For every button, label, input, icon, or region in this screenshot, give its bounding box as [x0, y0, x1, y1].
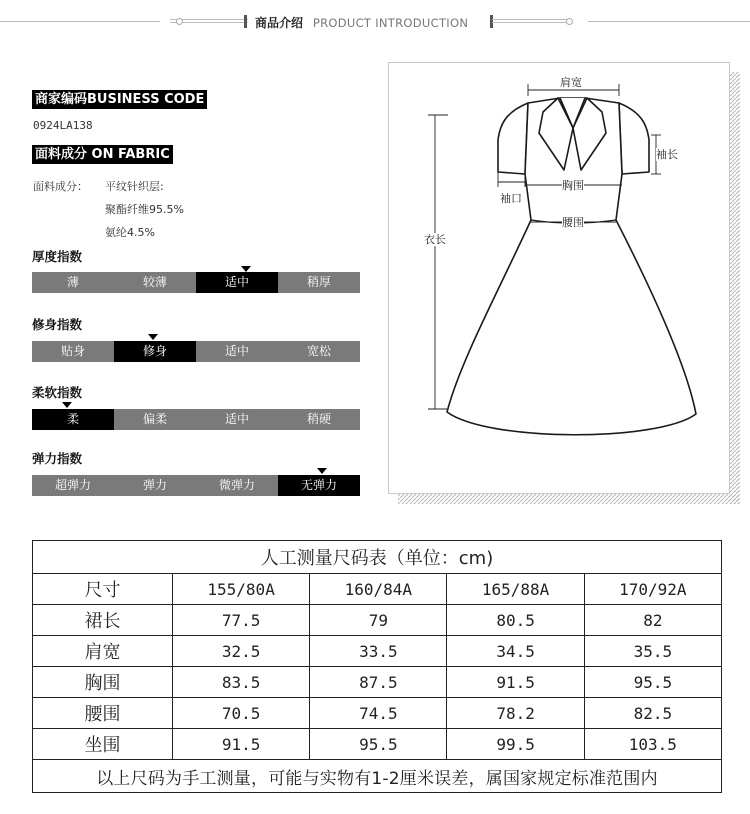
section-title-en: PRODUCT INTRODUCTION [312, 16, 469, 30]
table-cell: 80.5 [447, 605, 584, 636]
elasticity-scale [32, 475, 360, 496]
sleeve-length-label: 袖长 [656, 148, 678, 161]
row-label: 肩宽 [33, 636, 173, 667]
elasticity-marker-icon [317, 468, 327, 474]
table-row [33, 667, 722, 698]
table-cell: 99.5 [447, 729, 584, 760]
header-divider-left [0, 21, 160, 22]
table-cell: 91.5 [173, 729, 310, 760]
table-cell: 91.5 [447, 667, 584, 698]
softness-option: 偏柔 [142, 412, 167, 426]
table-cell: 35.5 [584, 636, 721, 667]
size-chart-title: 人工测量尺码表（单位：cm) [33, 541, 722, 574]
softness-marker-icon [62, 402, 72, 408]
table-cell: 87.5 [310, 667, 447, 698]
section-header [0, 10, 750, 34]
business-code-value: 0924LA138 [33, 119, 93, 132]
size-column-header: 155/80A [173, 574, 310, 605]
fit-scale [32, 341, 360, 362]
header-dot-icon [566, 18, 573, 25]
size-chart-table [32, 540, 722, 793]
frame-shadow-right [730, 72, 740, 504]
thickness-option-selected: 适中 [196, 272, 278, 293]
header-divider-right [588, 21, 750, 22]
fabric-line-1: 平纹针织层: [105, 180, 164, 193]
header-bar-icon [244, 15, 247, 28]
elasticity-option: 超弹力 [54, 478, 91, 492]
fabric-prefix: 面料成分： [33, 180, 88, 193]
fit-marker-icon [148, 334, 158, 340]
table-cell: 77.5 [173, 605, 310, 636]
elasticity-option: 弹力 [142, 478, 167, 492]
table-row [33, 698, 722, 729]
size-column-header: 160/84A [310, 574, 447, 605]
table-header-row [33, 574, 722, 605]
table-row [33, 729, 722, 760]
header-dot-icon [176, 18, 183, 25]
table-row [33, 636, 722, 667]
header-ornament-right [492, 19, 572, 28]
table-cell: 32.5 [173, 636, 310, 667]
elasticity-index-title: 弹力指数 [32, 451, 83, 466]
thickness-option: 稍厚 [306, 275, 331, 289]
measurement-note: 以上尺码为手工测量，可能与实物有1-2厘米误差，属国家规定标准范围内 [33, 760, 722, 793]
softness-scale [32, 409, 360, 430]
dress-measurement-diagram [388, 62, 740, 504]
size-column-header: 170/92A [584, 574, 721, 605]
table-cell: 34.5 [447, 636, 584, 667]
waist-label: 腰围 [562, 216, 584, 229]
elasticity-option: 微弹力 [218, 478, 255, 492]
softness-option: 稍硬 [306, 412, 331, 426]
table-cell: 82.5 [584, 698, 721, 729]
elasticity-option-selected: 无弹力 [278, 475, 360, 496]
fit-option: 宽松 [306, 344, 331, 358]
table-cell: 70.5 [173, 698, 310, 729]
row-label: 胸围 [33, 667, 173, 698]
thickness-option: 较薄 [142, 275, 167, 289]
section-title [255, 14, 490, 31]
shoulder-width-label: 肩宽 [560, 76, 582, 89]
table-cell: 74.5 [310, 698, 447, 729]
section-title-cn: 商品介绍 [255, 16, 304, 30]
fabric-label: 面料成分 ON FABRIC [32, 145, 173, 164]
table-row [33, 605, 722, 636]
frame-shadow-bottom [398, 494, 740, 504]
size-header-label: 尺寸 [33, 574, 173, 605]
fit-option-selected: 修身 [114, 341, 196, 362]
table-cell: 103.5 [584, 729, 721, 760]
dress-length-label: 衣长 [424, 233, 446, 246]
thickness-scale [32, 272, 360, 293]
table-note-row [33, 760, 722, 793]
table-title-row [33, 541, 722, 574]
softness-option-selected: 柔 [32, 409, 114, 430]
softness-index-title: 柔软指数 [32, 385, 83, 400]
size-column-header: 165/88A [447, 574, 584, 605]
dress-illustration [388, 62, 740, 504]
business-code-label: 商家编码BUSINESS CODE [32, 90, 207, 109]
row-label: 裙长 [33, 605, 173, 636]
fabric-line-3: 氨纶4.5% [105, 226, 155, 239]
fit-option: 贴身 [60, 344, 85, 358]
fabric-line-2: 聚酯纤维95.5% [105, 203, 184, 216]
chest-label: 胸围 [562, 179, 584, 192]
table-cell: 33.5 [310, 636, 447, 667]
thickness-index-title: 厚度指数 [32, 249, 83, 264]
table-cell: 83.5 [173, 667, 310, 698]
table-cell: 78.2 [447, 698, 584, 729]
table-cell: 95.5 [310, 729, 447, 760]
softness-option: 适中 [224, 412, 249, 426]
fit-option: 适中 [224, 344, 249, 358]
row-label: 腰围 [33, 698, 173, 729]
table-cell: 79 [310, 605, 447, 636]
table-cell: 82 [584, 605, 721, 636]
table-cell: 95.5 [584, 667, 721, 698]
cuff-label: 袖口 [500, 192, 522, 205]
fit-index-title: 修身指数 [32, 317, 83, 332]
row-label: 坐围 [33, 729, 173, 760]
thickness-option: 薄 [66, 275, 79, 289]
